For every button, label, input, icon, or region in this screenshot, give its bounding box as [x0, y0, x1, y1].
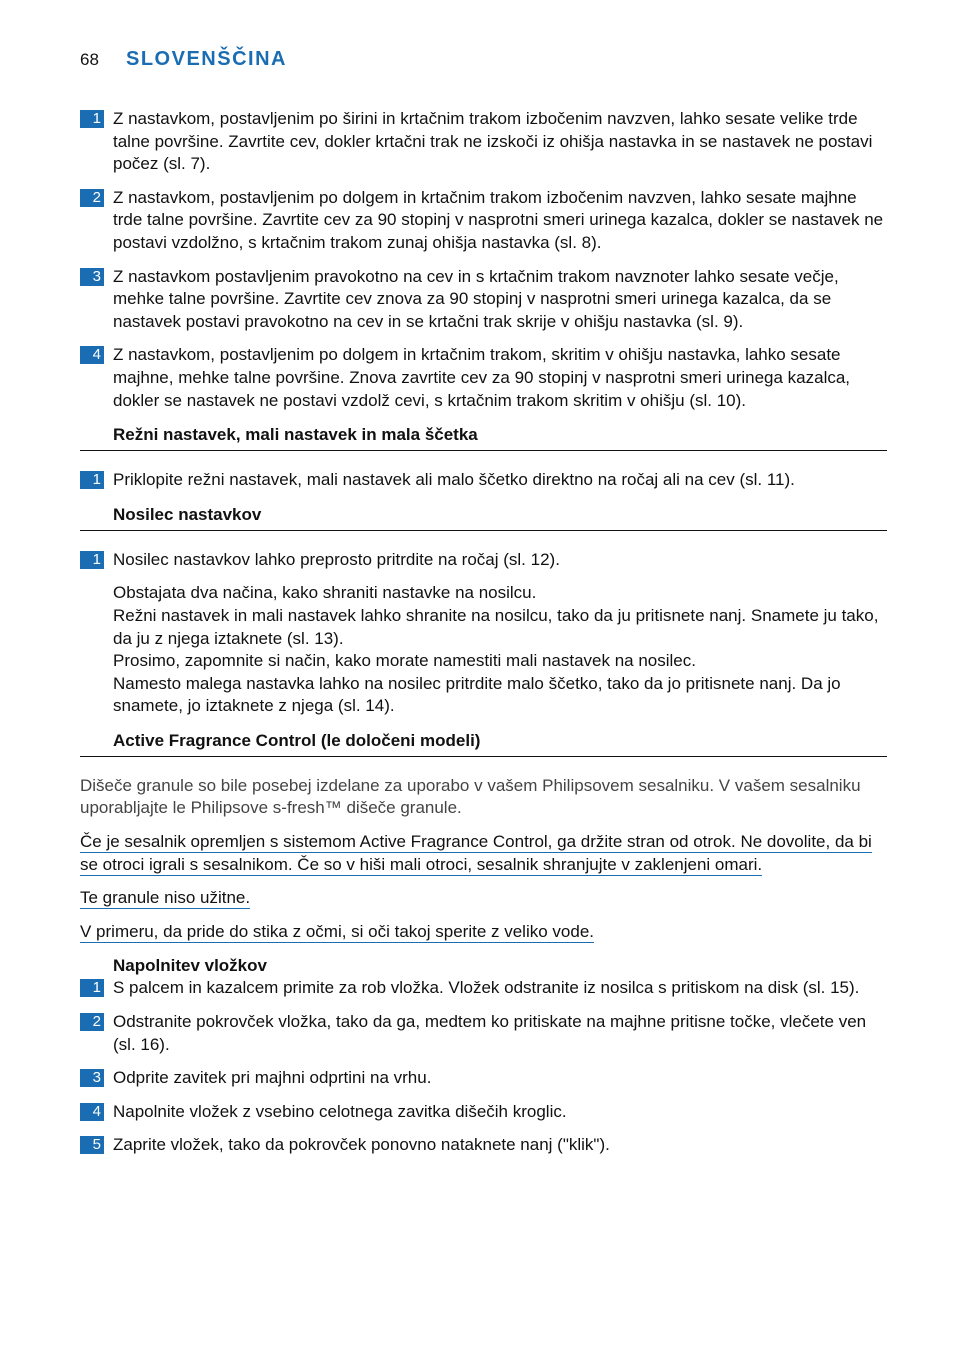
section-heading-holder: Nosilec nastavkov [80, 504, 887, 531]
step-number: 3 [80, 1069, 104, 1087]
step-number: 2 [80, 1013, 104, 1031]
language-title: SLOVENŠČINA [126, 48, 287, 70]
step-item [80, 266, 887, 334]
warning-text: Če je sesalnik opremljen s sistemom Active Fragrance Control, ga držite stran od otrok. Ne dovolite, da bi se otroci igrali s sesalnikom. Če so v hiši mali otroci, sesalnik shranjujte v zaklenjeni omari. [80, 832, 872, 874]
step-item [80, 187, 887, 255]
step-number: 1 [80, 110, 104, 128]
step-number: 1 [80, 979, 104, 997]
step-item [80, 1011, 887, 1056]
step-item [80, 469, 887, 492]
step-item [80, 1101, 887, 1124]
warning-text: V primeru, da pride do stika z očmi, si oči takoj sperite z veliko vode. [80, 921, 594, 941]
step-number: 3 [80, 268, 104, 286]
step-text: Priklopite režni nastavek, mali nastavek ali malo ščetko direktno na ročaj ali na cev (sl. 11). [113, 470, 795, 490]
page-content [80, 108, 887, 1168]
step-number: 5 [80, 1136, 104, 1154]
step-item [80, 344, 887, 412]
note-line: Obstajata dva načina, kako shraniti nastavke na nosilcu. [113, 583, 537, 603]
section-heading-refill: Napolnitev vložkov [113, 956, 267, 976]
step-number: 4 [80, 1103, 104, 1121]
note-line: Režni nastavek in mali nastavek lahko shranite na nosilcu, tako da ju pritisnete nanj. Snamete ju tako, da ju z njega iztaknete (sl. 13). [113, 605, 879, 648]
step-item [80, 977, 887, 1000]
warning-text: Te granule niso užitne. [80, 888, 251, 908]
step-text: Odstranite pokrovček vložka, tako da ga, medtem ko pritiskate na majhne pritisne točke, vlečete ven (sl. 16). [113, 1012, 867, 1054]
step-item [80, 108, 887, 176]
step-number: 2 [80, 189, 104, 207]
step-text: Nosilec nastavkov lahko preprosto pritrdite na ročaj (sl. 12). [113, 549, 560, 569]
step-number: 4 [80, 346, 104, 364]
note-line: Namesto malega nastavka lahko na nosilec pritrdite malo ščetko, tako da jo pritisnete nanj. Da jo snamete, jo iztaknete z njega (sl. 14). [113, 673, 841, 716]
step-text: Z nastavkom postavljenim pravokotno na cev in s krtačnim trakom navznoter lahko sesate večje, mehke talne površine. Zavrtite cev znova za 90 stopinj v nasprotni smeri urinega kazalca, da se nastavek postavi pravokotno na cev in se krtačni trak skrije v ohišju nastavka (sl. 9). [113, 266, 839, 331]
step-item [80, 1067, 887, 1090]
step-text: Z nastavkom, postavljenim po dolgem in krtačnim trakom izbočenim navzven, lahko sesate majhne trde talne površine. Zavrtite cev za 90 stopinj v nasprotni smeri urinega kazalca, dokler se nastavek ne postavi vzdolžno, s krtačnim trakom zunaj ohišja nastavka (sl. 8). [113, 187, 884, 252]
step-text: Odprite zavitek pri majhni odprtini na vrhu. [113, 1068, 432, 1088]
step-number: 1 [80, 471, 104, 489]
step-item [80, 549, 887, 572]
warning-paragraph [80, 921, 887, 944]
step-text: Napolnite vložek z vsebino celotnega zavitka dišečih kroglic. [113, 1101, 567, 1121]
step-text: S palcem in kazalcem primite za rob vložka. Vložek odstranite iz nosilca s pritiskom na disk (sl. 15). [113, 978, 860, 998]
holder-notes [80, 582, 887, 718]
step-number: 1 [80, 551, 104, 569]
fragrance-intro: Dišeče granule so bile posebej izdelane za uporabo v vašem Philipsovem sesalniku. V vašem sesalniku uporabljajte le Philipsove s-fresh™ dišeče granule. [80, 775, 861, 818]
page-number: 68 [80, 50, 99, 69]
step-text: Z nastavkom, postavljenim po dolgem in krtačnim trakom, skritim v ohišju nastavka, lahko sesate majhne, mehke talne površine. Znova zavrtite cev za 90 stopinj v nasprotni smeri urinega kazalca, dokler se nastavek ne postavi vzdolž cevi, s krtačnim trakom skritim v ohišju (sl. 10). [113, 345, 851, 410]
note-line: Prosimo, zapomnite si način, kako morate namestiti mali nastavek na nosilec. [113, 651, 696, 671]
step-text: Z nastavkom, postavljenim po širini in krtačnim trakom izbočenim navzven, lahko sesate velike trde talne površine. Zavrtite cev, dokler krtačni trak ne izskoči iz ohišja nastavka in se nastavek ne postavi počez (sl. 7). [113, 109, 873, 174]
section-heading-nozzles: Režni nastavek, mali nastavek in mala ščetka [80, 424, 887, 451]
warning-paragraph [80, 831, 887, 876]
warning-paragraph [80, 887, 887, 910]
step-item [80, 1134, 887, 1157]
step-text: Zaprite vložek, tako da pokrovček ponovno nataknete nanj ("klik"). [113, 1135, 610, 1155]
section-heading-fragrance: Active Fragrance Control (le določeni modeli) [80, 730, 887, 757]
